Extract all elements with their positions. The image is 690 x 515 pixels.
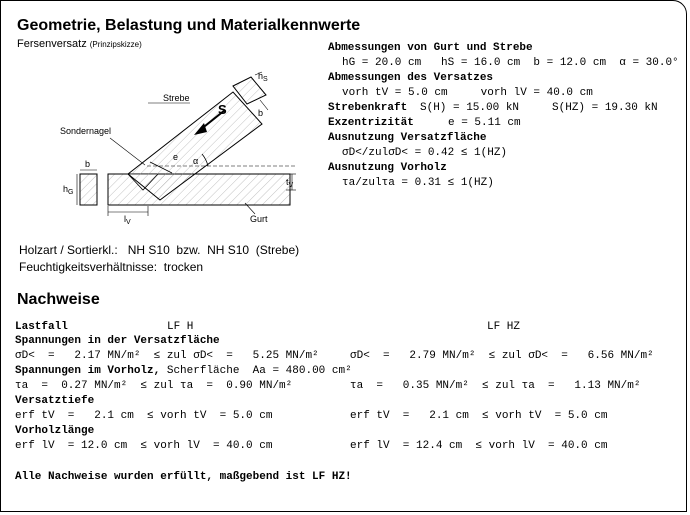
feuchte-row [19,260,203,274]
dims-header: Abmessungen von Gurt und Strebe [328,42,533,54]
spann-vorholz-header: Spannungen im Vorholz, [15,365,161,377]
tv-letter: t [286,177,289,187]
versatztiefe-header: Versatztiefe [15,395,95,407]
page-title: Geometrie, Belastung und Materialkennwerte [17,17,361,34]
hs-sub: S [263,76,268,83]
feuchte-value: trocken [163,260,204,274]
hs-label [258,71,268,83]
lastfall-label: Lastfall [15,321,68,333]
feuchte-label: Feuchtigkeitsverhältnisse: [19,260,158,274]
hs-letter: h [258,71,264,81]
alpha-label: α [193,156,199,166]
spann-vorholz-row [15,365,352,377]
b-left-label: b [85,159,91,169]
sondernagel-label: Sondernagel [60,126,112,136]
subtitle-note: (Prinzipskizze) [89,40,142,49]
strebe-label: Strebe [163,93,190,103]
principle-sketch [0,0,320,240]
scherflaeche: Scherfläche Aa = 480.00 cm² [166,365,352,377]
versatz-line: vorh tV = 5.0 cm vorh lV = 40.0 cm [342,87,593,99]
lf-hz-label: LF HZ [487,321,521,333]
holzart-row [19,243,299,257]
holzart-value: NH S10 bzw. NH S10 (Strebe) [127,243,300,257]
strebenkraft-label: Strebenkraft [328,102,408,114]
tau-hz: τa = 0.35 MN/m² ≤ zul τa = 1.13 MN/m² [350,380,641,392]
exz-value: e = 5.11 cm [448,117,521,129]
holzart-label: Holzart / Sortierkl.: [19,243,118,257]
ausn-vorholz-header: Ausnutzung Vorholz [328,162,447,174]
subtitle-text: Fersenversatz [17,38,87,50]
sigma-hz: σD< = 2.79 MN/m² ≤ zul σD< = 6.56 MN/m² [350,350,654,362]
gurt-section [80,174,97,205]
sondernagel-leader [110,138,145,165]
hg-letter: h [63,184,69,194]
ausn-versatz-header: Ausnutzung Versatzfläche [328,132,487,144]
nachweise-title: Nachweise [17,291,100,308]
sigma-h: σD< = 2.17 MN/m² ≤ zul σD< = 5.25 MN/m² [15,350,319,362]
s-label: S [218,102,227,117]
lv-label [124,214,131,226]
gurt-label: Gurt [250,214,268,224]
spann-versatz-header: Spannungen in der Versatzfläche [15,335,220,347]
hg-label [63,184,73,196]
e-label: e [173,152,179,162]
lv-hz: erf lV = 12.4 cm ≤ vorh lV = 40.0 cm [350,440,608,452]
lv-letter: l [124,214,126,224]
ausn-vorholz-line: τa/zulτa = 0.31 ≤ 1(HZ) [342,177,494,189]
strebenkraft-values: S(H) = 15.00 kN S(HZ) = 19.30 kN [420,102,658,114]
ausn-versatz-line: σD</zulσD< = 0.42 ≤ 1(HZ) [342,147,508,159]
hg-sub: G [68,189,74,196]
b-top-label: b [258,108,264,118]
tv-sub: V [288,182,294,189]
conclusion: Alle Nachweise wurden erfüllt, maßgebend ist LF HZ! [15,471,352,483]
lv-sub: V [126,219,131,226]
tv-hz: erf tV = 2.1 cm ≤ vorh tV = 5.0 cm [350,410,608,422]
dims-line: hG = 20.0 cm hS = 16.0 cm b = 12.0 cm α = 30.0° [342,57,679,69]
vorholz-header: Vorholzlänge [15,425,95,437]
lv-h: erf lV = 12.0 cm ≤ vorh lV = 40.0 cm [15,440,273,452]
lf-h-label: LF H [167,321,194,333]
tv-h: erf tV = 2.1 cm ≤ vorh tV = 5.0 cm [15,410,273,422]
versatz-header: Abmessungen des Versatzes [328,72,494,84]
exz-label: Exzentrizität [328,117,414,129]
tau-h: τa = 0.27 MN/m² ≤ zul τa = 0.90 MN/m² [15,380,293,392]
